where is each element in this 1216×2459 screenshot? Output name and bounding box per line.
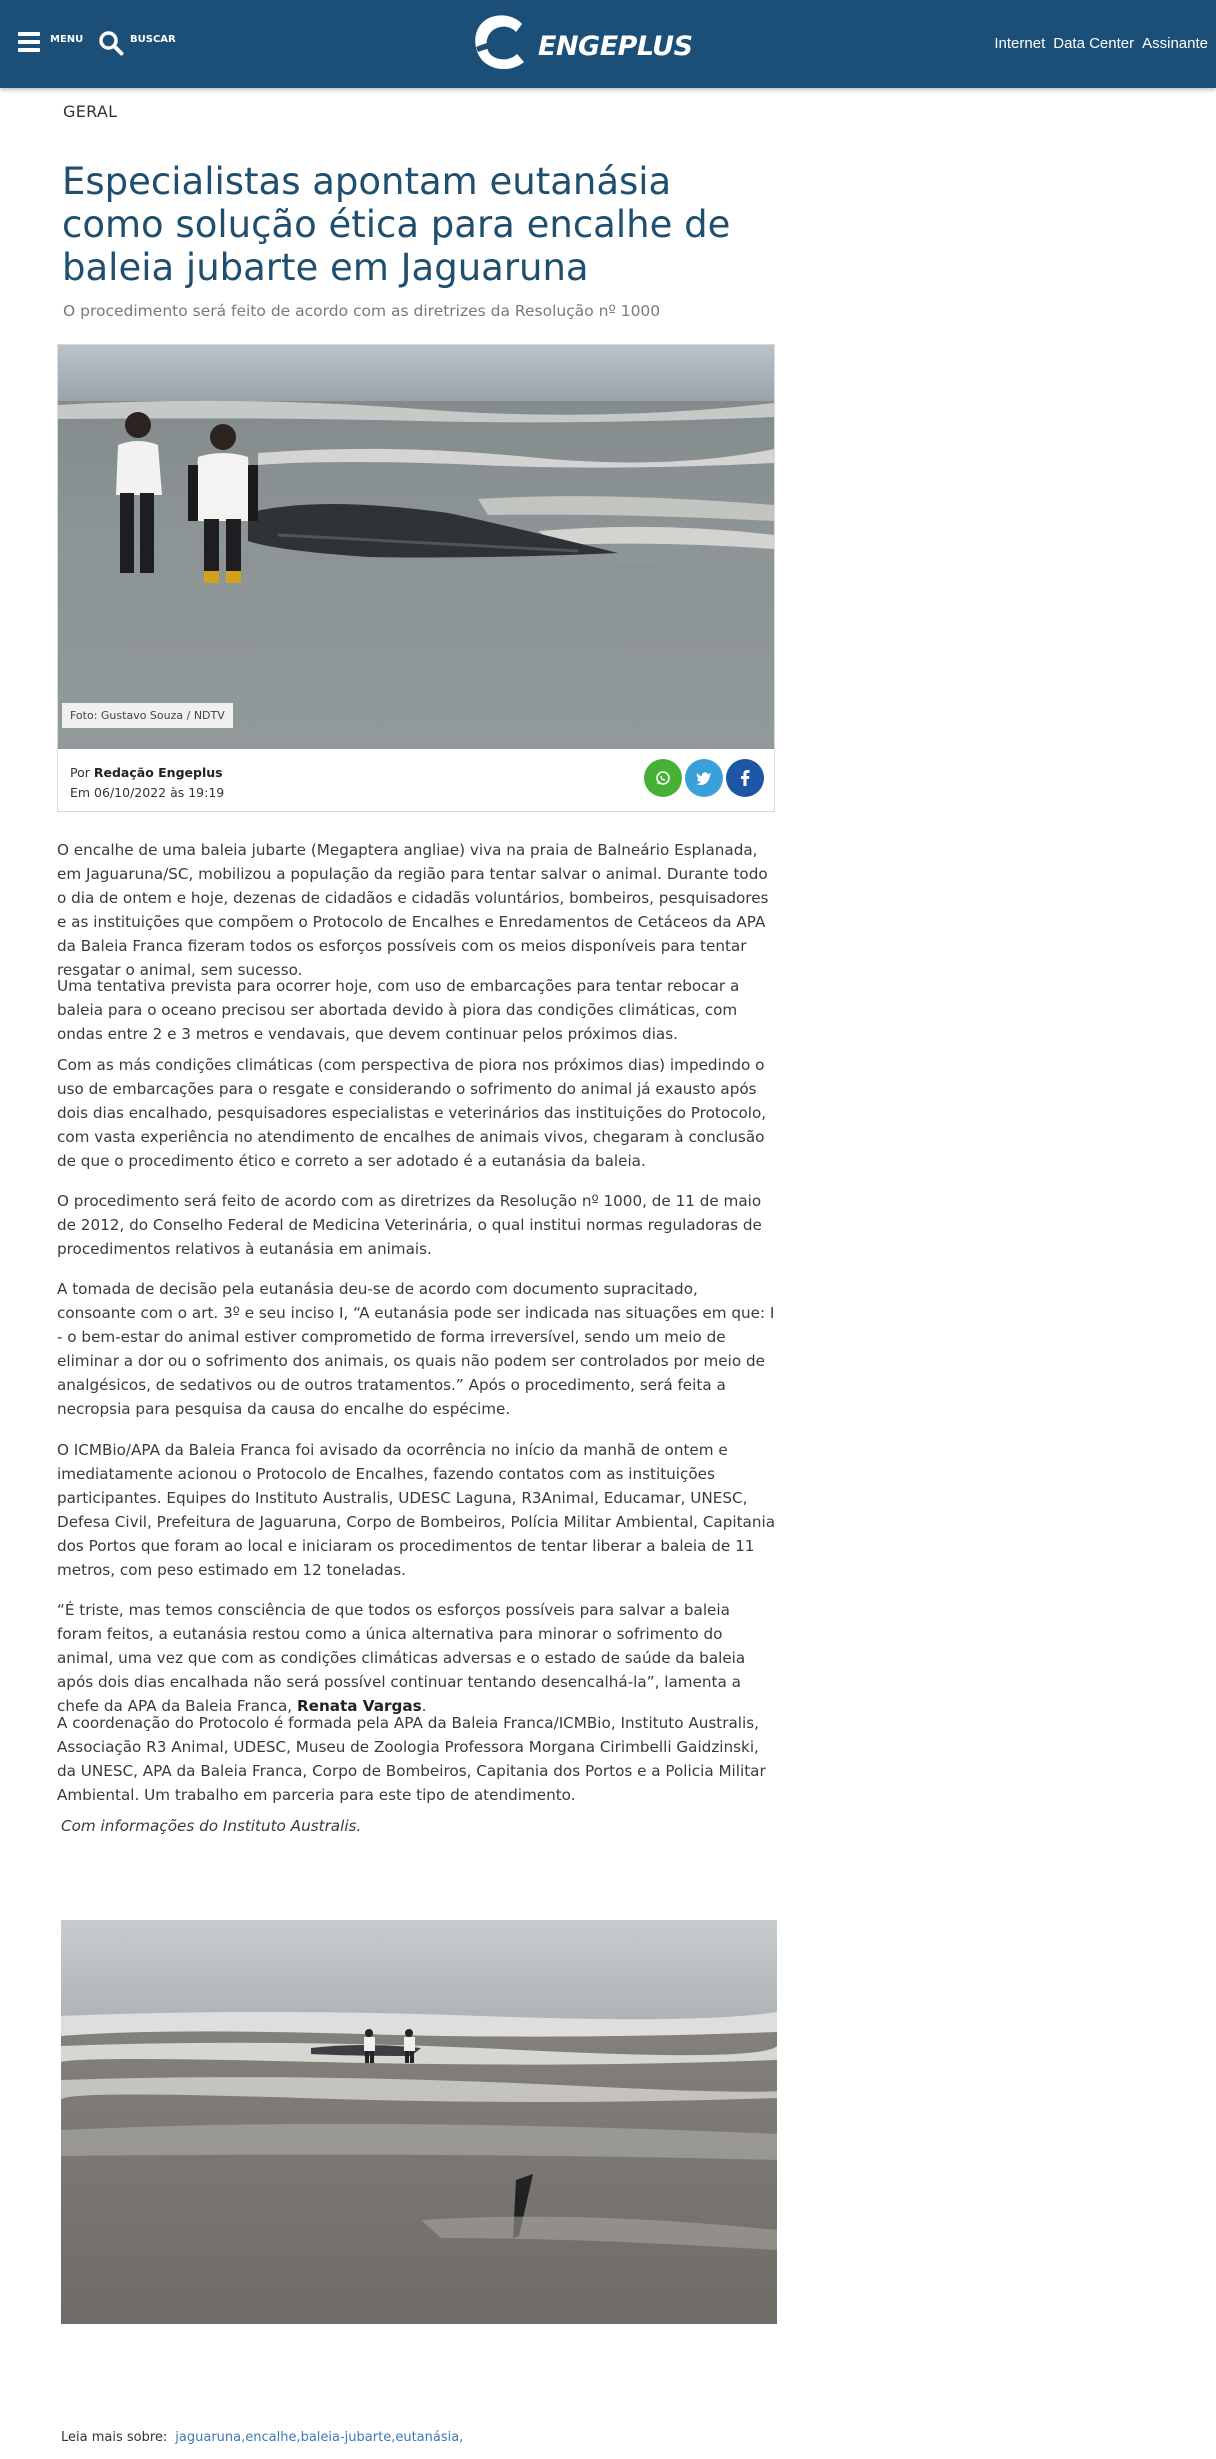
- tags-section: [61, 2430, 463, 2445]
- article-paragraph-6: O ICMBio/APA da Baleia Franca foi avisado da ocorrência no início da manhã de ontem e imediatamente acionou o Protocolo de Encalhes, fazendo contatos com as instituições participantes. Equipes do Instituto Australis, UDESC Laguna, R3Animal, Educamar, UNESC, Defesa Civil, Prefeitura de Jaguaruna, Corpo de Bombeiros, Polícia Militar Ambiental, Capitania dos Portos que foram ao local e iniciaram os procedimentos de tentar liberar a baleia de 11 metros, com peso estimado em 12 toneladas.: [57, 1441, 776, 1579]
- byline-prefix: Por: [70, 765, 90, 780]
- share-whatsapp-button[interactable]: [644, 759, 682, 797]
- nav-data-center[interactable]: Data Center: [1053, 35, 1135, 52]
- site-logo[interactable]: [470, 10, 693, 76]
- menu-label: MENU: [50, 34, 84, 45]
- beach-whale-photo: [58, 345, 774, 749]
- article-paragraph-5: A tomada de decisão pela eutanásia deu-se de acordo com documento supracitado, consoante com o art. 3º e seu inciso I, “A eutanásia pode ser indicada nas situações em que: I - o bem-estar do animal estiver comprometido de forma irreversível, sendo um meio de eliminar a dor ou o sofrimento dos animais, os quais não podem ser controlados por meio de analgésicos, de sedativos ou de outros tratamentos.” Após o procedimento, será feita a necropsia para pesquisa da causa do encalhe do espécime.: [57, 1280, 775, 1418]
- article-paragraph-3: Com as más condições climáticas (com perspectiva de piora nos próximos dias) impedindo o uso de embarcações para o resgate e considerando o sofrimento do animal já exausto após dois dias encalhado, pesquisadores especialistas e veterinários das instituições do Protocolo, com vasta experiência no atendimento de encalhes de animais vivos, chegaram à conclusão de que o procedimento ético e correto a ser adotado é a eutanásia da baleia.: [57, 1056, 767, 1170]
- article-paragraph-8: A coordenação do Protocolo é formada pela APA da Baleia Franca/ICMBio, Instituto Australis, Associação R3 Animal, UDESC, Museu de Zoologia Professora Morgana Cirimbelli Gaidzinski, da UNESC, APA da Baleia Franca, Corpo de Bombeiros, Capitania dos Portos e a Policia Militar Ambiental. Um trabalho em parceria para este tipo de atendimento.: [57, 1714, 766, 1804]
- quote-text: “É triste, mas temos consciência de que todos os esforços possíveis para salvar a baleia foram feitos, a eutanásia restou como a única alternativa para minorar o sofrimento do animal, uma vez que com as condições climáticas adversas e o estado de saúde da baleia após dois dias encalhada não será possível continuar tentando desencalhá-la”, lamenta a chefe da APA da Baleia Franca,: [57, 1601, 746, 1715]
- article-subtitle: O procedimento será feito de acordo com as diretrizes da Resolução nº 1000: [63, 302, 661, 320]
- article-paragraph-4: O procedimento será feito de acordo com as diretrizes da Resolução nº 1000, de 11 de maio de 2012, do Conselho Federal de Medicina Veterinária, o qual institui normas reguladoras de procedimentos relativos à eutanásia em animais.: [57, 1192, 762, 1258]
- logo-text: ENGEPLUS: [538, 30, 693, 62]
- article-quote-paragraph: “É triste, mas temos consciência de que todos os esforços possíveis para salvar a baleia foram feitos, a eutanásia restou como a única alternativa para minorar o sofrimento do animal, uma vez que com as condições climáticas adversas e o estado de saúde da baleia após dois dias encalhada não será possível continuar tentando desencalhá-la”, lamenta a chefe da APA da Baleia Franca, Renata Vargas.: [57, 1601, 746, 1715]
- share-twitter-button[interactable]: [685, 759, 723, 797]
- second-photo: [61, 1920, 777, 2324]
- quote-author: Renata Vargas: [296, 1697, 422, 1715]
- article-paragraph-1: O encalhe de uma baleia jubarte (Megaptera angliae) viva na praia de Balneário Esplanada, em Jaguaruna/SC, mobilizou a população da região para tentar salvar o animal. Durante todo o dia de ontem e hoje, dezenas de cidadãos e cidadãs voluntários, bombeiros, pesquisadores e as instituições que compõem o Protocolo de Encalhes e Enredamentos de Cetáceos da APA da Baleia Franca fizeram todos os esforços possíveis com os meios disponíveis para tentar resgatar o animal, sem sucesso.: [57, 841, 769, 979]
- search-icon: [98, 30, 124, 56]
- main-photo: [58, 345, 774, 749]
- share-facebook-button[interactable]: [726, 759, 764, 797]
- byline: [70, 763, 224, 803]
- tags-links[interactable]: jaguaruna,encalhe,baleia-jubarte,eutanásia,: [175, 2430, 464, 2445]
- twitter-icon: [696, 771, 712, 785]
- publish-date: Em 06/10/2022 às 19:19: [70, 785, 225, 800]
- search-label: BUSCAR: [130, 34, 176, 45]
- article-category[interactable]: GERAL: [63, 102, 118, 121]
- article-paragraph-2: Uma tentativa prevista para ocorrer hoje, com uso de embarcações para tentar rebocar a baleia para o oceano precisou ser abortada devido à piora das condições climáticas, com ondas entre 2 e 3 metros e vendavais, que devem continuar pelos próximos dias.: [57, 977, 740, 1043]
- photo-credit: Foto: Gustavo Souza / NDTV: [62, 703, 233, 728]
- tags-label: Leia mais sobre:: [61, 2430, 168, 2445]
- nav-assinante[interactable]: Assinante: [1142, 35, 1208, 52]
- top-nav: [994, 35, 1208, 52]
- byline-author[interactable]: Redação Engeplus: [93, 765, 223, 780]
- site-header: [0, 0, 1216, 88]
- nav-internet[interactable]: Internet: [994, 35, 1046, 52]
- source-note: Com informações do Instituto Australis.: [61, 1817, 362, 1835]
- hamburger-icon: [18, 30, 40, 54]
- article-media: [57, 344, 775, 812]
- share-buttons: [644, 759, 764, 797]
- beach-wide-photo: [61, 1920, 777, 2324]
- article-title: Especialistas apontam eutanásia como solução ética para encalhe de baleia jubarte em Jaguaruna: [62, 160, 731, 289]
- facebook-icon: [740, 770, 750, 786]
- menu-button[interactable]: [18, 30, 83, 54]
- search-button[interactable]: [98, 30, 176, 56]
- engeplus-logo-icon: [470, 10, 532, 76]
- whatsapp-icon: [655, 770, 671, 786]
